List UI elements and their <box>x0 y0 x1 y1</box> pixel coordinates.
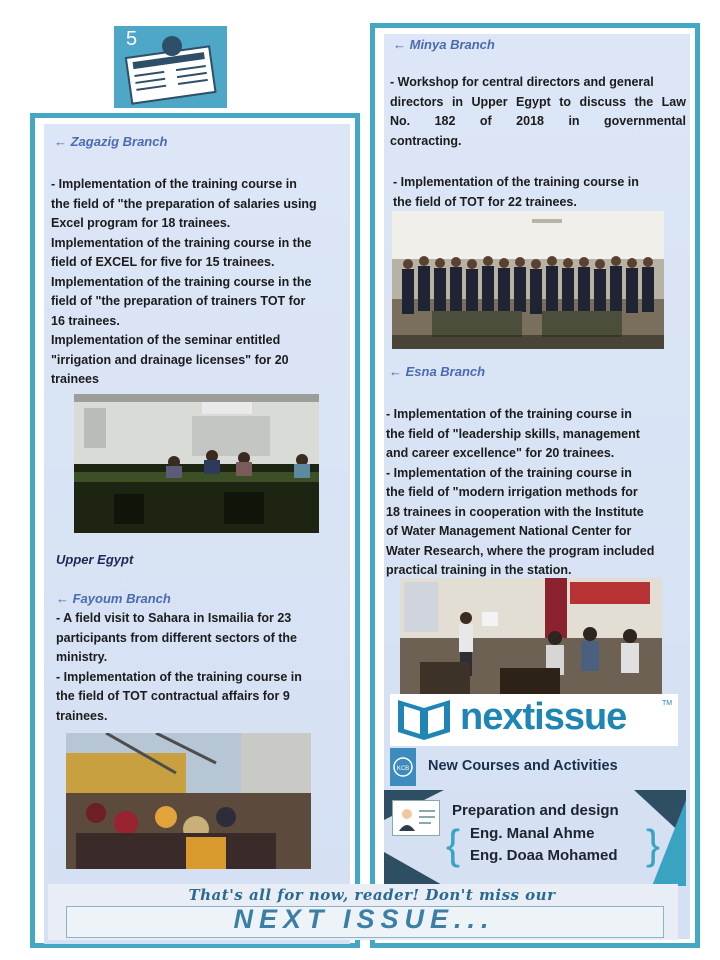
issue-badge <box>114 26 227 108</box>
text-line: "irrigation and drainage licenses" for 20 <box>51 352 289 367</box>
text-line: 18 trainees in cooperation with the Institute <box>386 504 644 519</box>
text-line: No. 182 of 2018 in governmental <box>390 114 686 128</box>
field-visit-scene <box>66 733 311 869</box>
book-icon <box>394 694 454 746</box>
text-line: - Implementation of the training course in <box>393 175 639 189</box>
next-issue-item-label: New Courses and Activities <box>428 758 618 774</box>
text-line: ministry. <box>56 650 108 664</box>
upper-egypt-heading: Upper Egypt <box>56 552 134 567</box>
lecture-scene <box>400 578 662 694</box>
text-line: - Implementation of the training course in <box>386 465 632 480</box>
svg-text:KCB: KCB <box>396 766 410 772</box>
footer-line-2: NEXT ISSUE... <box>233 904 495 934</box>
text-line: trainees <box>51 372 99 386</box>
credits-block <box>384 790 686 886</box>
text-line: field of "the preparation of trainers TOT for <box>51 294 306 308</box>
credit-name-2: Eng. Doaa Mohamed <box>470 847 618 864</box>
group-photo-scene <box>392 211 664 349</box>
left-brace: { <box>446 821 461 868</box>
credits-heading: Preparation and design <box>452 802 619 819</box>
text-line: - Implementation of the training course in <box>56 669 302 684</box>
text-line: - Implementation of the training course in <box>386 407 632 421</box>
esna-text <box>386 405 692 581</box>
next-issue-item <box>388 748 688 786</box>
text-line: field of EXCEL for five for 15 trainees. <box>51 255 275 269</box>
text-line: contracting. <box>390 133 462 148</box>
next-issue-logo <box>390 694 678 746</box>
text-line: of Water Management National Center for <box>386 524 632 538</box>
minya-text-a <box>390 73 686 151</box>
fayoum-text <box>56 609 356 726</box>
esna-lecture-photo <box>400 578 662 694</box>
fayoum-field-visit-photo <box>66 733 311 869</box>
text-line: Excel program for 18 trainees. <box>51 216 231 230</box>
zagazig-branch-title: ← Zagazig Branch <box>54 134 168 149</box>
text-line: the field of TOT contractual affairs for 9 <box>56 689 290 703</box>
credit-name-1: Eng. Manal Ahme <box>470 825 595 842</box>
text-line: the field of "the preparation of salaries using <box>51 196 317 211</box>
minya-branch-title: ← Minya Branch <box>393 37 495 52</box>
text-line: Implementation of the training course in the <box>51 274 312 289</box>
text-line: trainees. <box>56 708 108 723</box>
text-line: - A field visit to Sahara in Ismailia for 23 <box>56 611 292 625</box>
text-line: - Implementation of the training course in <box>51 177 297 191</box>
footer-line-1: That's all for now, reader! Don't miss our <box>188 886 556 904</box>
esna-branch-title: ← Esna Branch <box>389 364 486 379</box>
trademark-mark: TM <box>662 700 673 707</box>
designer-card-icon <box>392 800 440 836</box>
newspaper-reader-icon <box>114 26 227 108</box>
text-line: Implementation of the seminar entitled <box>51 333 281 347</box>
classroom-scene <box>74 394 319 533</box>
text-line: directors in Upper Egypt to discuss the Law <box>390 94 686 109</box>
fayoum-branch-title: ← Fayoum Branch <box>56 591 171 606</box>
text-line: participants from different sectors of the <box>56 630 298 645</box>
text-line: Implementation of the training course in the <box>51 235 312 250</box>
minya-text-b <box>393 173 689 212</box>
zagazig-text <box>51 175 356 390</box>
minya-group-photo <box>392 211 664 349</box>
text-line: and career excellence" for 20 trainees. <box>386 446 615 460</box>
text-line: Water Research, where the program included <box>386 543 655 558</box>
text-line: the field of "leadership skills, management <box>386 426 640 441</box>
text-line: practical training in the station. <box>386 563 572 577</box>
water-drop-icon <box>390 748 416 786</box>
text-line: the field of "modern irrigation methods for <box>386 485 638 499</box>
next-issue-logo-text: nextissue <box>460 696 627 738</box>
text-line: - Workshop for central directors and general <box>390 75 654 89</box>
zagazig-training-photo <box>74 394 319 533</box>
text-line: 16 trainees. <box>51 313 120 328</box>
issue-number: 5 <box>126 28 138 50</box>
footer-banner <box>48 884 678 940</box>
right-brace: } <box>646 821 661 868</box>
text-line: the field of TOT for 22 trainees. <box>393 194 577 209</box>
